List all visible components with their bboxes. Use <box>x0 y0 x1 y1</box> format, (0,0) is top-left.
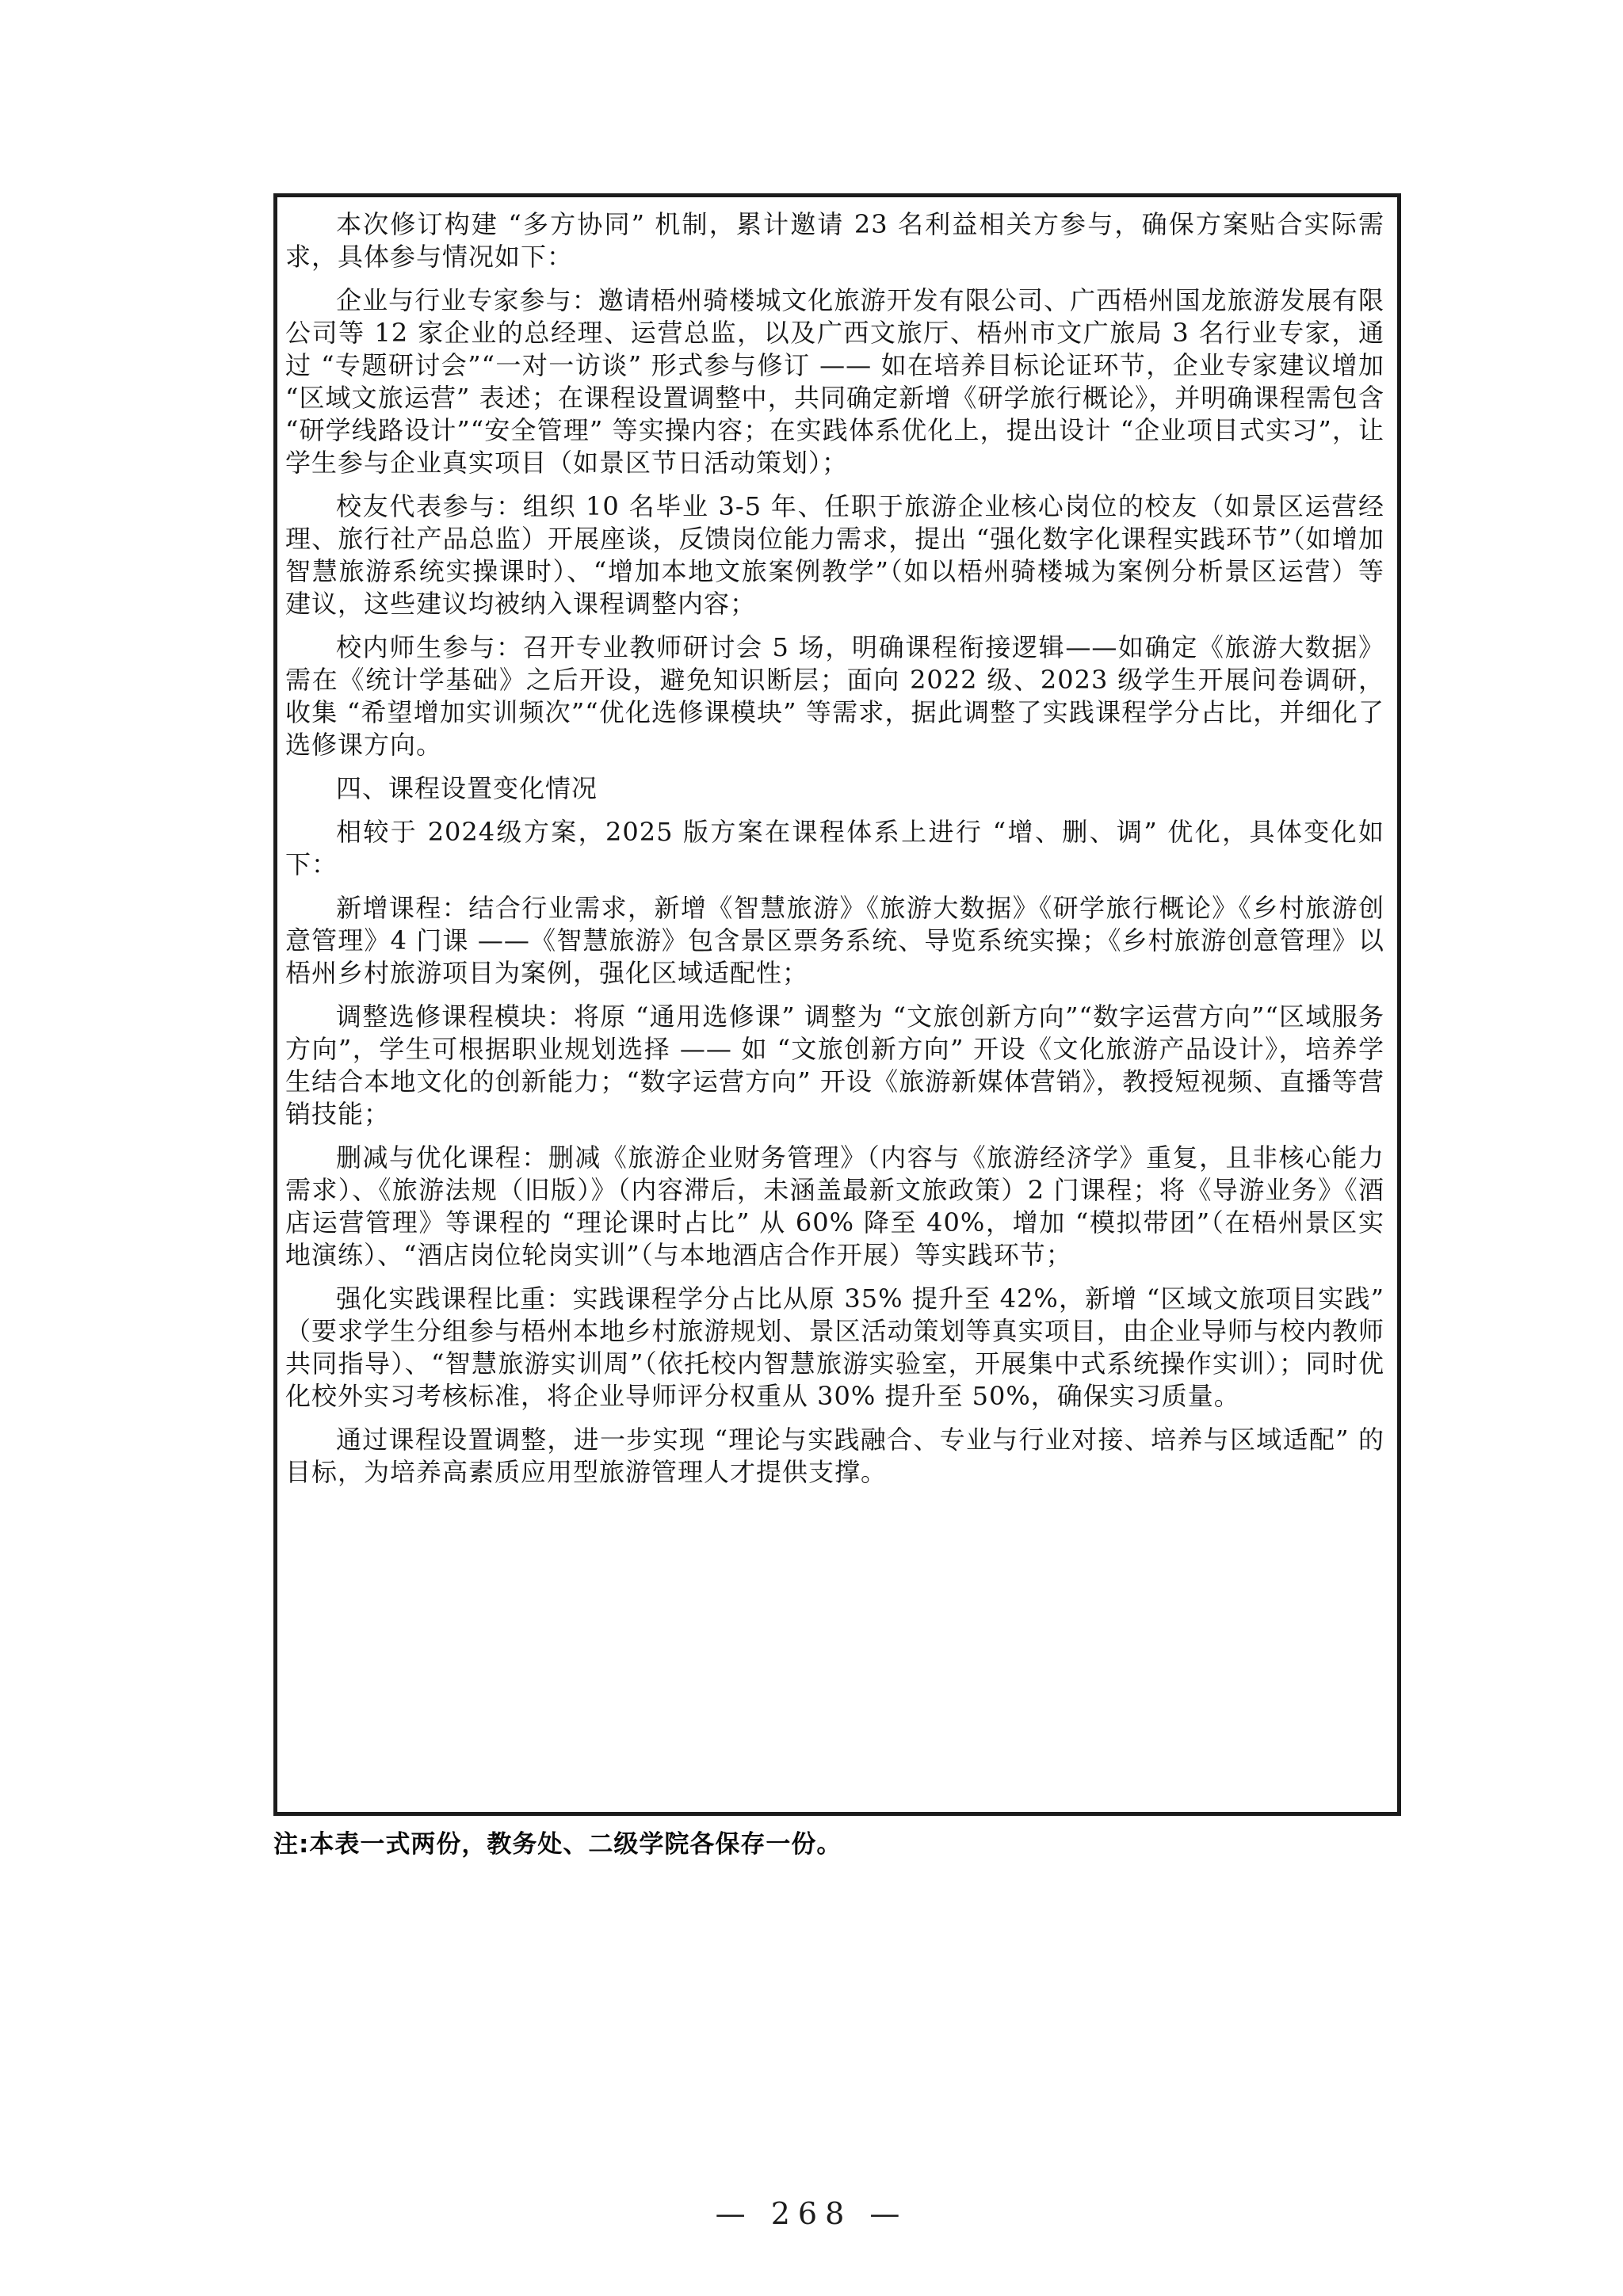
paragraph-conclusion: 通过课程设置调整，进一步实现 “理论与实践融合、专业与行业对接、培养与区域适配” 的目标，为培养高素质应用型旅游管理人才提供支撑。 <box>285 1425 1384 1487</box>
paragraph-practice-weight: 强化实践课程比重：实践课程学分占比从原 35% 提升至 42%，新增 “区域文旅项目实践”（要求学生分组参与梧州本地乡村旅游规划、景区活动策划等真实项目，由企业导师与校内教师共同指导）、“智慧旅游实训周”（依托校内智慧旅游实验室，开展集中式系统操作实训）；同时优化校外实习考核标准，将企业导师评分权重从 30% 提升至 50%，确保实习质量。 <box>285 1283 1384 1411</box>
paragraph-removed-courses: 删减与优化课程：删减《旅游企业财务管理》（内容与《旅游经济学》重复，且非核心能力需求）、《旅游法规（旧版）》（内容滞后，未涵盖最新文旅政策）2 门课程；将《导游业务》《酒店运营管理》等课程的 “理论课时占比” 从 60% 降至 40%，增加 “模拟带团”（在梧州景区实地演练）、“酒店岗位轮岗实训”（与本地酒店合作开展）等实践环节； <box>285 1142 1384 1270</box>
page-number: — 268 — <box>715 2196 908 2231</box>
paragraph-intro: 本次修订构建 “多方协同” 机制，累计邀请 23 名利益相关方参与，确保方案贴合实际需求，具体参与情况如下： <box>285 209 1384 272</box>
paragraph-alumni: 校友代表参与：组织 10 名毕业 3-5 年、任职于旅游企业核心岗位的校友（如景区运营经理、旅行社产品总监）开展座谈，反馈岗位能力需求，提出 “强化数字化课程实践环节”（如增加智慧旅游系统实操课时）、“增加本地文旅案例教学”（如以梧州骑楼城为案例分析景区运营）等建议，这些建议均被纳入课程调整内容； <box>285 491 1384 619</box>
paragraph-comparison: 相较于 2024级方案，2025 版方案在课程体系上进行 “增、删、调” 优化，具体变化如下： <box>285 817 1384 879</box>
footnote: 注:本表一式两份，教务处、二级学院各保存一份。 <box>273 1830 842 1859</box>
section-heading-course-changes: 四、课程设置变化情况 <box>336 773 598 803</box>
paragraph-faculty-students: 校内师生参与：召开专业教师研讨会 5 场，明确课程衔接逻辑——如确定《旅游大数据》需在《统计学基础》之后开设，避免知识断层；面向 2022 级、2023 级学生开展问卷调研，收集 “希望增加实训频次”“优化选修课模块” 等需求，据此调整了实践课程学分占比，并细化了选修课方向。 <box>285 632 1384 760</box>
form-border-box <box>273 193 1401 1816</box>
paragraph-new-courses: 新增课程：结合行业需求，新增《智慧旅游》《旅游大数据》《研学旅行概论》《乡村旅游创意管理》4 门课 ——《智慧旅游》包含景区票务系统、导览系统实操；《乡村旅游创意管理》以梧州乡村旅游项目为案例，强化区域适配性； <box>285 893 1384 988</box>
paragraph-enterprise-experts: 企业与行业专家参与：邀请梧州骑楼城文化旅游开发有限公司、广西梧州国龙旅游发展有限公司等 12 家企业的总经理、运营总监，以及广西文旅厅、梧州市文广旅局 3 名行业专家，通过 “专题研讨会”“一对一访谈” 形式参与修订 —— 如在培养目标论证环节，企业专家建议增加 “区域文旅运营” 表述；在课程设置调整中，共同确定新增《研学旅行概论》，并明确课程需包含 “研学线路设计”“安全管理” 等实操内容；在实践体系优化上，提出设计 “企业项目式实习”，让学生参与企业真实项目（如景区节日活动策划）； <box>285 285 1384 478</box>
paragraph-elective-modules: 调整选修课程模块：将原 “通用选修课” 调整为 “文旅创新方向”“数字运营方向”“区域服务方向”，学生可根据职业规划选择 —— 如 “文旅创新方向” 开设《文化旅游产品设计》，培养学生结合本地文化的创新能力；“数字运营方向” 开设《旅游新媒体营销》，教授短视频、直播等营销技能； <box>285 1001 1384 1129</box>
